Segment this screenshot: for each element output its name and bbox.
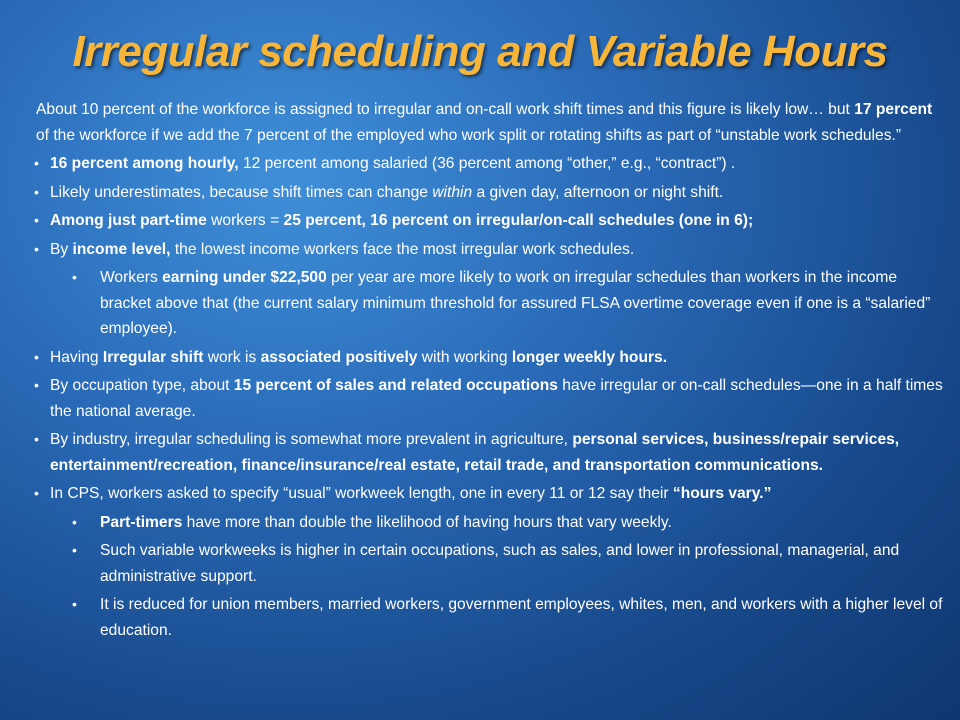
bullet-item [36, 345, 948, 371]
text-run: By occupation type, about [50, 377, 234, 394]
text-run: By industry, irregular scheduling is somewhat more prevalent in agriculture, [50, 431, 573, 448]
text-run: Among just part-time [50, 212, 207, 229]
text-run: work is [203, 348, 261, 366]
bullet-item [36, 481, 948, 507]
bullet-item [36, 151, 948, 177]
text-run: By [50, 240, 73, 258]
text-run: a given day, afternoon or night shift. [472, 183, 724, 201]
text-run: per year are more likely to work on irregular schedules than workers in the income bracket above that (the current salary minimum threshold for assured FLSA overtime coverage even if one is a “salaried” employee). [100, 269, 931, 337]
text-run: Irregular shift [102, 348, 204, 366]
text-run: “hours vary.” [672, 485, 772, 502]
text-run: workers = [206, 212, 284, 229]
text-run: 25 percent, 16 percent on irregular/on-call schedules (one in 6); [283, 212, 754, 229]
bullet-item [36, 237, 948, 263]
text-run: 16 percent among hourly, [50, 155, 239, 172]
text-run: It is reduced for union members, married workers, government employees, whites, men, and workers with a higher level of education. [100, 596, 943, 639]
sub-bullet-item [36, 592, 948, 643]
text-run: associated positively [260, 348, 418, 366]
text-run: income level, [72, 240, 171, 258]
text-run: Part-timers [100, 513, 183, 531]
bullet-list [36, 151, 948, 643]
text-run: 12 percent among salaried (36 percent among “other,” e.g., “contract”) . [238, 155, 736, 172]
sub-bullet-item [36, 265, 948, 342]
text-run: longer weekly hours. [511, 348, 668, 366]
sub-bullet-item [36, 510, 948, 536]
text-run: Likely underestimates, because shift times can change [50, 183, 433, 201]
text-run: Having [50, 348, 103, 366]
bullet-item [36, 427, 948, 478]
bullet-item [36, 208, 948, 234]
text-run: About 10 percent of the workforce is assigned to irregular and on-call work shift times and this figure is likely low… but [36, 101, 855, 118]
intro-paragraph [36, 97, 948, 148]
sub-bullet-item [36, 538, 948, 589]
text-run: the lowest income workers face the most irregular work schedules. [170, 240, 635, 258]
text-run: with working [417, 348, 512, 366]
text-run: 17 percent [854, 101, 933, 118]
text-run: have irregular or on-call schedules—one in a half times the national average. [50, 377, 943, 420]
bullet-item [36, 373, 948, 424]
text-run: have more than double the likelihood of having hours that vary weekly. [182, 513, 672, 531]
bullet-item [36, 180, 948, 206]
text-run: Workers [100, 269, 163, 286]
slide-title: Irregular scheduling and Variable Hours [72, 27, 888, 76]
text-run: of the workforce if we add the 7 percent of the employed who work split or rotating shifts as part of “unstable work schedules.” [36, 126, 902, 144]
text-run: Such variable workweeks is higher in certain occupations, such as sales, and lower in professional, managerial, and administrative support. [100, 542, 900, 585]
text-run: 15 percent of sales and related occupations [233, 377, 558, 394]
text-run: earning under $22,500 [162, 269, 327, 286]
text-run: personal services, business/repair services, entertainment/recreation, finance/insurance/real estate, retail trade, and transportation communications. [50, 431, 900, 474]
text-run: In CPS, workers asked to specify “usual” workweek length, one in every 11 or 12 say their [50, 485, 673, 502]
text-run: within [432, 183, 473, 201]
slide-body [36, 97, 948, 645]
